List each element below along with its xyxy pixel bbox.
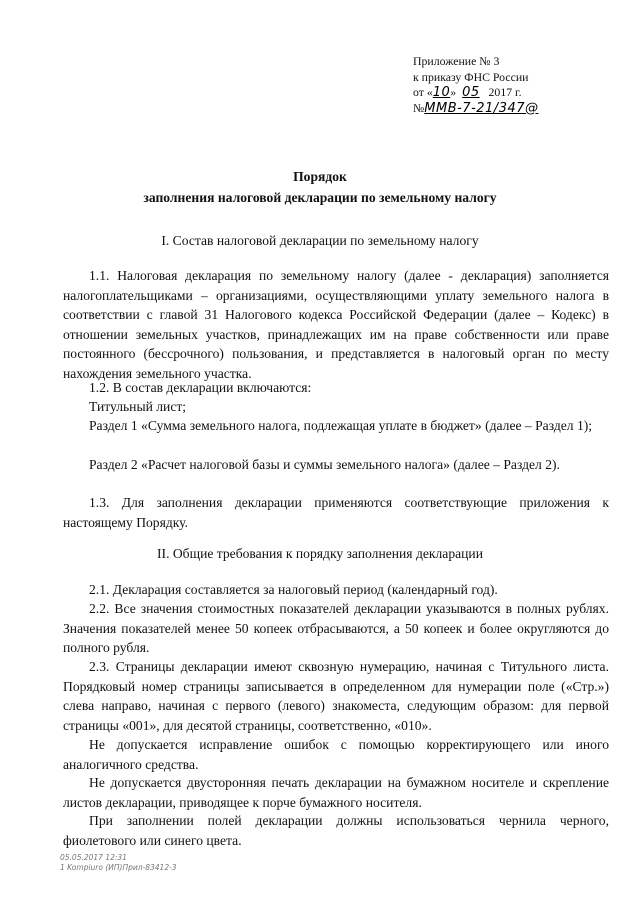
handwritten-number: ММВ-7-21/347@ [424, 100, 539, 116]
paragraph-2-2: 2.2. Все значения стоимостных показателей декларации указываются в полных рублях. Значения показателей менее 50 копеек отбрасываются, а 50 копеек и более округляются до полного рубля. [63, 601, 609, 655]
paragraph-1-3: 1.3. Для заполнения декларации применяются соответствующие приложения к настоящему Порядку. [63, 495, 609, 530]
handwritten-day: 10 [432, 85, 451, 100]
paragraph-no-corrections: Не допускается исправление ошибок с помощью корректирующего или иного аналогичного средства. [63, 737, 609, 772]
section-2-heading: II. Общие требования к порядку заполнения декларации [157, 546, 483, 561]
paragraph-section-1: Раздел 1 «Сумма земельного налога, подлежащая уплате в бюджет» (далее – Раздел 1); [89, 418, 593, 433]
paragraph-ink-colors: При заполнении полей декларации должны использоваться чернила черного, фиолетового или синего цвета. [63, 813, 609, 848]
paragraph-2-1: 2.1. Декларация составляется за налоговый период (календарный год). [89, 582, 498, 597]
paragraph-no-duplex: Не допускается двусторонняя печать декларации на бумажном носителе и скрепление листов декларации, приводящее к порче бумажного носителя. [63, 775, 609, 810]
document-title: Порядок [293, 169, 347, 184]
paragraph-1-1: 1.1. Налоговая декларация по земельному налогу (далее - декларация) заполняется налогоплательщиками – организациями, осуществляющими уплату земельного налога в соответствии с главой 31 Налогового кодекса Российской Федерации (далее – Кодекс) в отношении земельных участков, принадлежащих им на праве собственности или праве постоянного (бессрочного) пользования, и представляется в налоговый орган по месту нахождения земельного участка. [63, 268, 609, 381]
paragraph-2-3: 2.3. Страницы декларации имеют сквозную нумерацию, начиная с Титульного листа. Порядковый номер страницы записывается в определенном для нумерации поле («Стр.») слева направо, начиная с первого (левого) знакоместа, следующим образом: для первой страницы «001», для десятой страницы, соответственно, «010». [63, 659, 609, 733]
paragraph-title-page: Титульный лист; [89, 399, 187, 414]
document-subtitle: заполнения налоговой декларации по земельному налогу [143, 190, 497, 205]
appendix-header [413, 54, 539, 116]
section-1-heading: I. Состав налоговой декларации по земельному налогу [161, 233, 479, 248]
order-reference: к приказу ФНС России [413, 69, 529, 84]
footer-stamp [60, 853, 177, 873]
paragraph-1-2: 1.2. В состав декларации включаются: [89, 380, 312, 395]
handwritten-month: 05 [462, 85, 480, 100]
order-number: №ММВ-7-21/347@ [413, 100, 539, 116]
footer-file-reference: 1 Kompiuro (ИП)Прил-83412-3 [60, 863, 177, 872]
footer-timestamp: 05.05.2017 12:31 [60, 853, 127, 862]
order-date: от «10» 05 2017 г. [413, 85, 522, 100]
appendix-number: Приложение № 3 [413, 54, 500, 68]
paragraph-section-2: Раздел 2 «Расчет налоговой базы и суммы земельного налога» (далее – Раздел 2). [89, 457, 560, 472]
